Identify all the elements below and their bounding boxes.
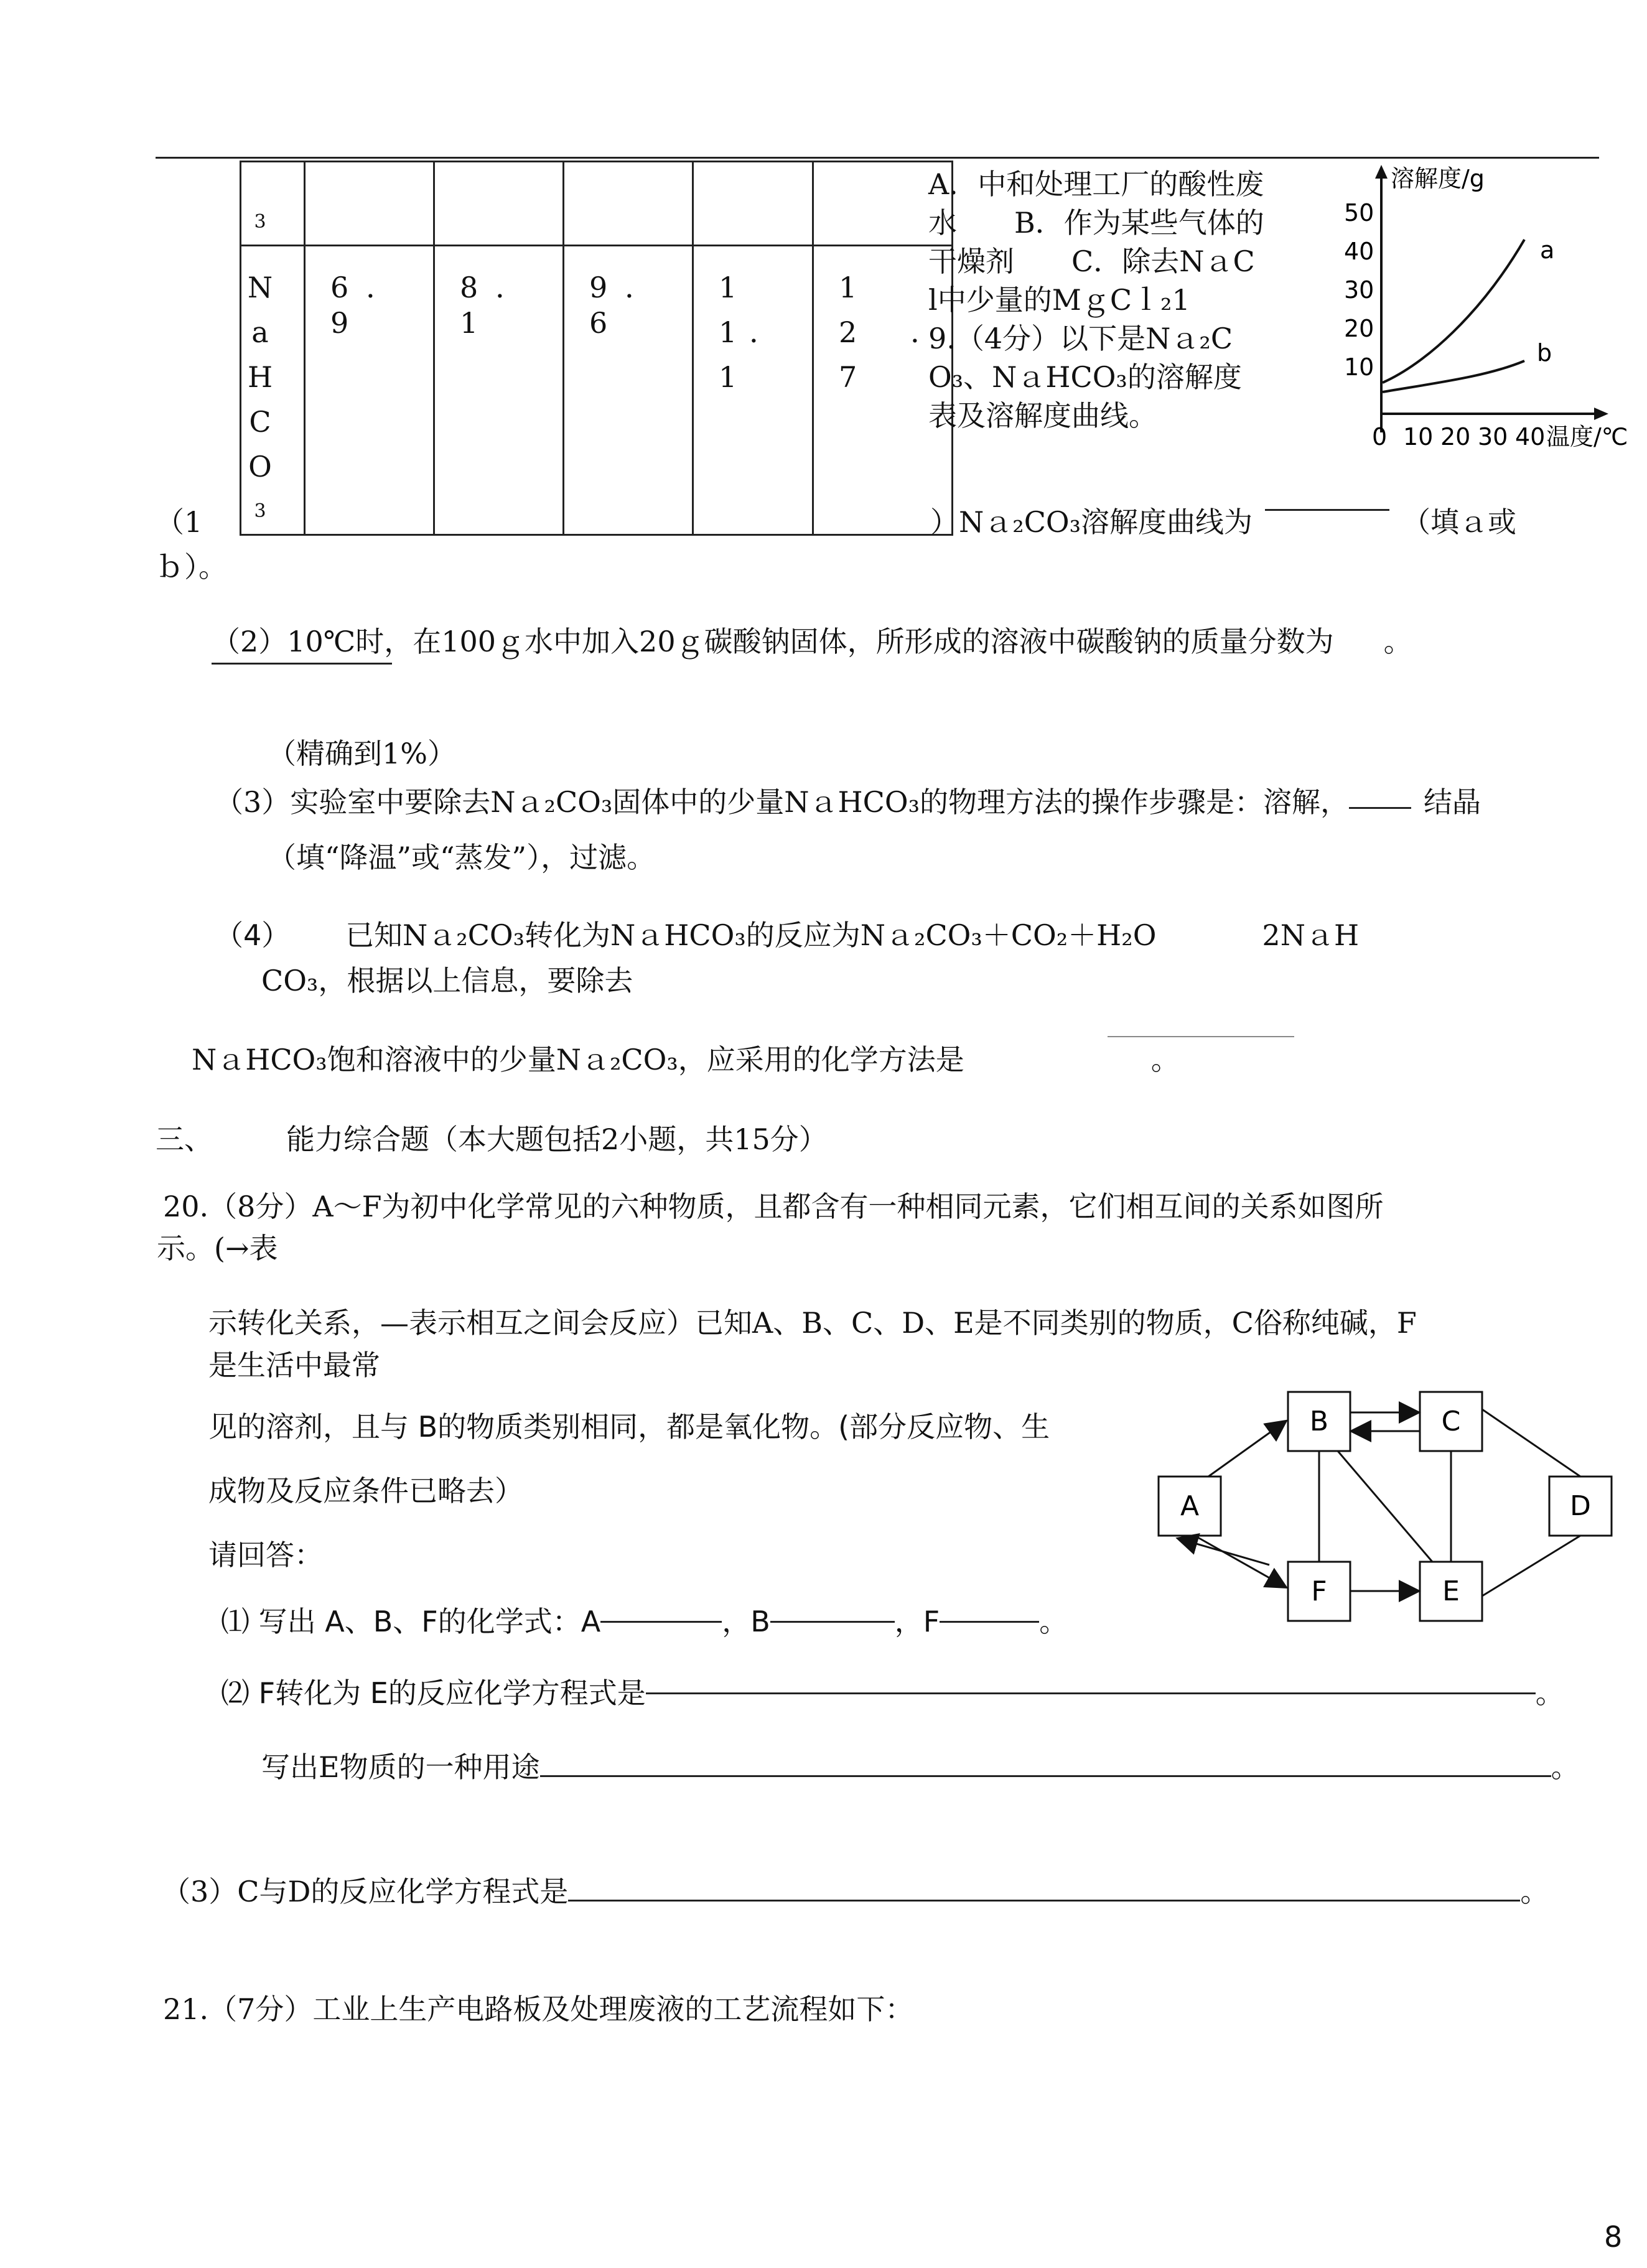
table-cell: 6．9 xyxy=(330,271,413,340)
edge-c-d xyxy=(1482,1409,1580,1477)
q20-part1: ⑴ 写出 A、B、F的化学式：A ，B ，F 。 xyxy=(221,1602,1068,1641)
q1-answer-blank[interactable] xyxy=(1265,503,1389,511)
q1-text: ）Nａ₂CO₃溶解度曲线为 （填ａ或 xyxy=(930,503,1516,541)
edge-a-b xyxy=(1208,1422,1285,1477)
q20-line2: 示。(→表 xyxy=(157,1231,278,1265)
y-tick: 10 xyxy=(1344,353,1374,381)
q4-answer-blank[interactable] xyxy=(964,1042,1151,1070)
table-cell: 1 1．1 xyxy=(719,271,791,394)
q20-line5: 见的溶剂，且与 B的物质类别相同，都是氧化物。(部分反应物、生 xyxy=(208,1410,1050,1444)
relationship-diagram xyxy=(1151,1384,1618,1633)
node-f-label: F xyxy=(1311,1575,1327,1607)
answer-b-blank[interactable] xyxy=(770,1602,895,1623)
q3-line1: （3）实验室中要除去Nａ₂CO₃固体中的少量NａHCO₃的物理方法的操作步骤是：溶解， 结晶 xyxy=(215,785,1481,819)
node-e-label: E xyxy=(1442,1575,1460,1607)
q4-blank-top xyxy=(1108,1036,1294,1037)
x-axis-arrow xyxy=(1594,408,1608,420)
q4-line1: 已知Nａ₂CO₃转化为NａHCO₃的反应为Nａ₂CO₃＋CO₂＋H₂O 2NａH xyxy=(345,918,1360,952)
y-tick: 20 xyxy=(1344,315,1374,342)
y-tick: 40 xyxy=(1344,238,1374,265)
x-tick: 30 xyxy=(1478,423,1508,450)
q3-answer-blank[interactable] xyxy=(1349,801,1411,809)
node-a-label: A xyxy=(1180,1490,1200,1522)
edge-f-a xyxy=(1179,1539,1269,1565)
q20-part2: ⑵ F转化为 E的反应化学方程式是 。 xyxy=(221,1674,1564,1712)
edge-a-f xyxy=(1195,1536,1285,1587)
q2-note: （精确到1%） xyxy=(268,737,456,770)
table-cell: 8．1 xyxy=(460,271,542,340)
q20-line1: 20.（8分）A～F为初中化学常见的六种物质，且都含有一种相同元素，它们相互间的关系如图所 xyxy=(163,1190,1384,1223)
x-tick: 20 xyxy=(1440,423,1471,450)
q20-line6: 成物及反应条件已略去） xyxy=(208,1474,523,1508)
edge-d-e xyxy=(1482,1536,1580,1596)
q1-prefix: （1 xyxy=(156,505,203,539)
options-text: A．中和处理工厂的酸性废 水 B．作为某些气体的 干燥剂 C．除去NａC l中少量的MｇCｌ₂1 9.（4分）以下是Nａ₂C O₃、NａHCO₃的溶解度 表及溶解度曲线。 xyxy=(928,167,1264,432)
answer-a-blank[interactable] xyxy=(600,1602,722,1623)
solubility-graph xyxy=(1332,159,1643,451)
answer-f-blank[interactable] xyxy=(940,1602,1039,1623)
table-cell: 9．6 xyxy=(589,271,671,340)
node-c-label: C xyxy=(1441,1406,1461,1437)
node-d-label: D xyxy=(1570,1490,1591,1522)
q2-text: （2）10℃时，在100ｇ水中加入20ｇ碳酸钠固体，所形成的溶液中碳酸钠的质量分数为 。 xyxy=(212,625,1412,658)
use-e-blank[interactable] xyxy=(540,1739,1551,1777)
x-tick: 10 xyxy=(1403,423,1434,450)
q4-line3: NａHCO₃饱和溶液中的少量Nａ₂CO₃，应采用的化学方法是 。 xyxy=(192,1043,1180,1076)
row-label-nahco3: N a H C O 3 xyxy=(247,271,273,522)
x-tick: 0 xyxy=(1372,423,1388,450)
curve-a xyxy=(1383,240,1524,383)
q20-part3: （3）C与D的反应化学方程式是 。 xyxy=(162,1864,1549,1911)
q20-part2b: 写出E物质的一种用途 。 xyxy=(261,1739,1580,1786)
q21-text: 21.（7分）工业上生产电路板及处理废液的工艺流程如下： xyxy=(163,1992,914,2026)
solubility-table xyxy=(240,161,953,536)
equation-c-d-blank[interactable] xyxy=(568,1864,1520,1902)
graph-xlabel: 温度/℃ xyxy=(1546,423,1628,450)
page-number: 8 xyxy=(1604,2220,1623,2254)
section3-title: 能力综合题（本大题包括2小题，共15分） xyxy=(286,1122,828,1156)
section3-label: 三、 xyxy=(156,1122,213,1156)
graph-ylabel: 溶解度/g xyxy=(1391,165,1485,192)
q20-ask: 请回答： xyxy=(208,1538,323,1572)
q1-line2: ｂ）。 xyxy=(156,550,227,584)
curve-b-label: b xyxy=(1537,339,1552,366)
curve-b xyxy=(1383,361,1524,392)
q20-line3: 示转化关系，—表示相互之间会反应）已知A、B、C、D、E是不同类别的物质，C俗称纯碱，F xyxy=(208,1306,1417,1340)
q4-num: （4） xyxy=(215,918,291,952)
q3-line2: （填“降温”或“蒸发”），过滤。 xyxy=(268,841,656,874)
q2-answer-blank[interactable] xyxy=(212,663,392,665)
table-cell: 1 2 ． 7 xyxy=(839,271,952,394)
equation-f-e-blank[interactable] xyxy=(646,1674,1536,1694)
curve-a-label: a xyxy=(1540,236,1555,264)
q20-line4: 是生活中最常 xyxy=(208,1348,380,1382)
x-tick: 40 xyxy=(1515,423,1546,450)
edge-b-e xyxy=(1338,1451,1432,1562)
y-tick: 50 xyxy=(1344,199,1374,226)
y-tick: 30 xyxy=(1344,276,1374,304)
table-cell: 3 xyxy=(254,211,266,233)
y-axis-arrow xyxy=(1375,165,1388,179)
q4-line2: CO₃，根据以上信息，要除去 xyxy=(261,964,633,997)
node-b-label: B xyxy=(1309,1406,1329,1437)
